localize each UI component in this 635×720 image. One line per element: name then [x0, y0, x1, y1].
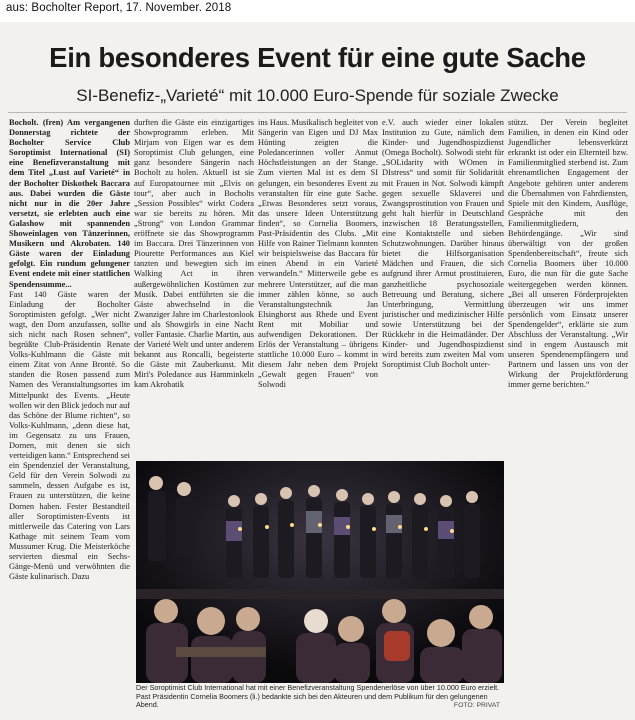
article-paragraph: durften die Gäste ein einzigartiges Showprogramm erleben. Mit Mirjam von Eigen war es dem Soroptimist Club gelungen, eine ganz besondere Sängerin nach Bocholt zu holen. Aktuell ist sie auf Europatournee mit „Elvis on tour“, aber auch in Bocholts „Session Possibles“ wirkt Codera war sie bereits zu hören. Mit „Strong“ von London Grammar eröffnete sie das Showprogramm im Baccara. Drei Tänzerinnen von Piourette Performances aus Kiel tanzten und bewegten sich im Walking Act in ihren außergewöhnlichen Kostümen zur Musik. Dabei entführten sie die Gäste abwechselnd in die Zwanziger Jahre im Charlestonlook und als Showgirls in eine Nacht voller Fantasie. Charlie Martin, aus der Varieté Welt und unter anderem bekannt aus Roncalli, begeisterte die Gäste mit Zauberkunst. Mit Miri's Poledance aus Hamminkeln kam Akrobatik: [134, 118, 254, 390]
stage-photo-illustration: [136, 461, 504, 683]
article-column-4: [382, 118, 504, 454]
divider: [8, 112, 627, 113]
stage-edge: [136, 589, 504, 599]
article-column-1: [9, 118, 130, 698]
subheadline: SI-Benefiz-„Varieté“ mit 10.000 Euro-Spende für soziale Zwecke: [76, 86, 559, 105]
article-paragraph: e.V. auch wieder einer lokalen Institution zu Gute, nämlich dem Kinder- und Jugendhospizdienst (Omega Bocholt). Solwodi steht für „SOLidarity with WOmen in DIstress“ und somit für Solidarität mit Frauen in Not. Solwodi kämpft gegen sexuelle Sklaverei und Zwangsprostitution von Frauen und geht halt hierfür in Deutschland inzwischen 18 Beratungsstellen, eine Kontaktstelle und sieben Schutzwohnungen. Darüber hinaus bietet die Hilfsorganisation Mädchen und Frauen, die sich aufgrund ihrer Armut prostituieren, ganzheitliche psychosoziale Betreuung und Beratung, sichere Unterbringung, Vermittlung juristischer und medizinischer Hilfe sowie Unterstützung bei der Rückkehr in die Heimatländer. Der Kinder- und Jugendhospizdienst wird bereits zum zweiten Mal vom Soroptimist Club Bocholt unter-: [382, 118, 504, 370]
event-photo: [136, 461, 504, 683]
headline: Ein besonderes Event für eine gute Sache: [49, 42, 586, 73]
article-column-5: [508, 118, 628, 698]
article-column-3: [258, 118, 378, 454]
article-lead: Bocholt. (fren) Am vergangenen Donnerstag richtete der Bocholter Service Club Soroptimist International (SI) eine Benefizveranstaltung mit dem Titel „Lust auf Varieté“ in der Bocholter Diskothek Baccara aus. Dabei wurden die Gäste nicht nur in die 20er Jahre versetzt, sie erlebten auch eine Galashow mit spannenden Showeinlagen von Tänzerinnen, Musikern und Akrobaten. 140 Gäste waren der Einladung gefolgt. Ein rundum gelungener Event endete mit einer stattlichen Spendensumme...: [9, 118, 130, 289]
article-paragraph: Fast 140 Gäste waren der Einladung der Bocholter Soroptimisten gefolgt. „Wer nicht wagt, den Dorn anzufassen, sollte sich nicht nach Rosen sehnen“, begrüßte Club-Präsidentin Renate Volks-Kuhlmann die Gäste mit einem Zitat von Anne Brontë. So standen die Rosen passend zum Namen des Veranstaltungsortes im Mittelpunkt des Events. „Heute wollen wir den Blick jedoch nur auf das Schöne der Blume richten“, so Volks-Kuhlmann, „denn diese hat, im Gegensatz zu uns Frauen, Dornen, mit denen sie sich verteidigen kann.“ Entsprechend sei ein Spendenziel der Veranstaltung, Geld für den Verein Solwodi zu sammeln, dessen Aufgabe es ist, Frauen zu unterstützen, die keine Dornen haben. Fester Bestandteil aller Soroptimisten-Events ist mittlerweile das Catering von Lars Kathage mit seinem Team vom Mussumer Krug. Die Meisterköche servierten diesmal ein Sechs-Gänge-Menü und verwöhnten die Gäste kulinarisch. Dazu: [9, 289, 130, 582]
article-paragraph: ins Haus. Musikalisch begleitet von Sängerin van Eigen und DJ Max Hünting zeigten die Poledancerinnen voller Anmut Höchstleistungen an der Stange. Zum vierten Mal ist es dem SI gelungen, ein besonderes Event zu veranstalten für eine gute Sache. „Etwas Besonderes setzt voraus, das unsere Ideen Unterstützung finden“, so Cornelia Boomers, Past-Präsidentin des Clubs. „Mit Hilfe von Rainer Tielmann konnten wir beispielsweise das Baccara für einen Abend in ein Varieté verwandeln.“ Mitterweile gebe es mehrere Unterstützer, auf die man immer zählen könne, so auch Veranstaltungstechnik Jan Elsinghorst aus Rhede und Event Rent mit Mobiliar und aufwendigen Dekorationen. Der Erlös der Veranstaltung – übrigens stattliche 10.000 Euro – kommt in diesem Jahr neben dem Projekt „Gewalt gegen Frauen“ von Solwodi: [258, 118, 378, 390]
article-paragraph: stützt. Der Verein begleitet Familien, in denen ein Kind oder Jugendlicher lebensverkürzt erkrankt ist oder ein Elternteil bzw. Familienmitglied sterbend ist. Zum ehrenamtlichen Engagement der Angebote gehören unter anderem die Übernahmen von Fahrdiensten, Spiele mit den Kindern, Ausflüge, Gespräche mit den Familienmitgliedern, Behördengänge. „Wir sind überwältigt von der großen Spendenbereitschaft“, freute sich Cornelia Boomers über 10.000 Euro, die nun für die gute Sache weitergegeben werden können. „Bei all unseren Förderprojekten überzeugen wir uns immer persönlich vom Einsatz unserer Spendengelder“, erklärte sie zum Abschluss der Veranstaltung. „Wir sind in engem Austausch mit unseren Spendenempfängern und Partnern und lassen uns von der Wirkung der Projektförderung immer gerne berichten.“: [508, 118, 628, 390]
article-column-2: [134, 118, 254, 454]
source-line: aus: Bocholter Report, 17. November. 2018: [6, 2, 232, 14]
photo-credit: FOTO: PRIVAT: [453, 702, 500, 709]
photo-caption: Der Soroptimist Club International hat mit einer Benefizveranstaltung Spendenerlöse von über 10.000 Euro erzielt. Past Präsidentin Cornelia Boomers (li.) bedankte sich bei den Akteuren und dem Publikum für den gelungenen Abend.: [136, 683, 500, 710]
